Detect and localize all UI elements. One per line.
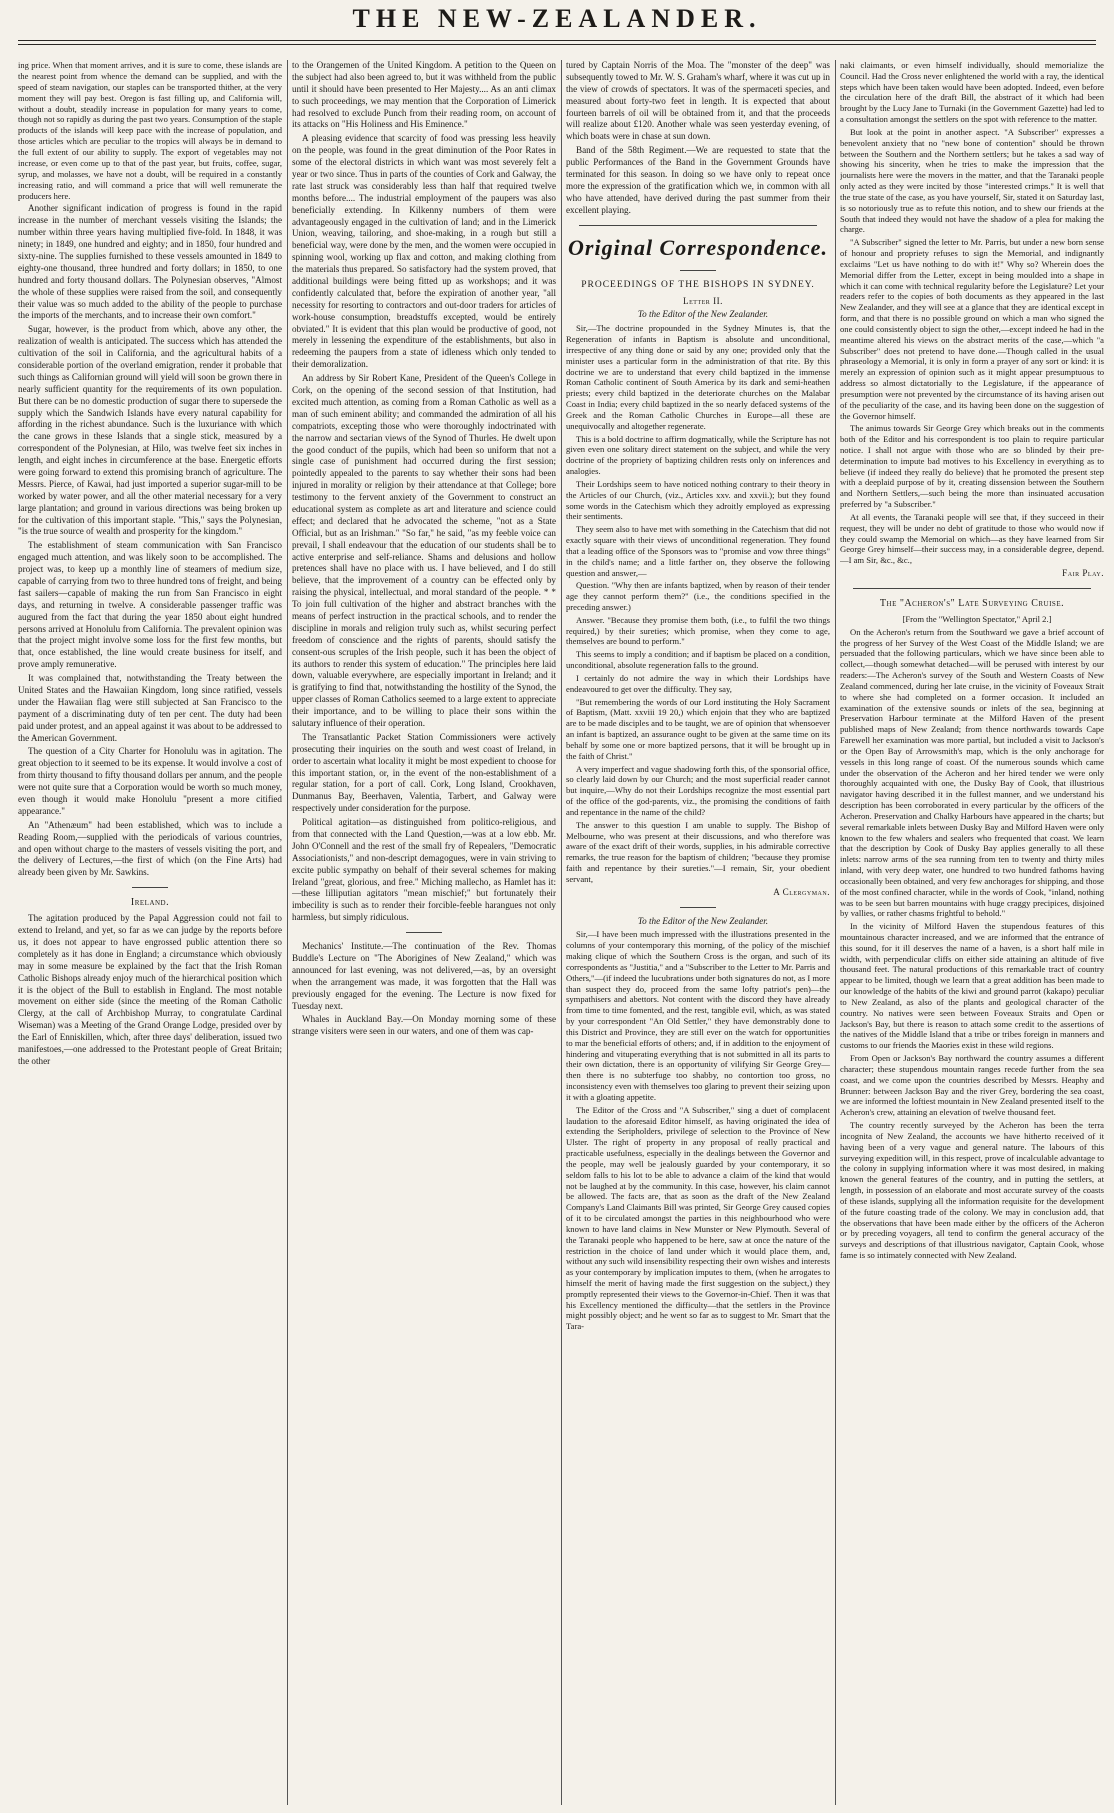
column-2 bbox=[292, 60, 556, 1805]
paragraph: This seems to imply a condition; and if baptism be placed on a condition, unconditional, absolute regeneration falls to the ground. bbox=[566, 649, 830, 671]
masthead-title: THE NEW-ZEALANDER. bbox=[352, 4, 762, 33]
column-3 bbox=[566, 60, 830, 1805]
section-separator bbox=[406, 932, 442, 933]
proceedings-heading: PROCEEDINGS OF THE BISHOPS IN SYDNEY. bbox=[581, 280, 815, 291]
paragraph: Whales in Auckland Bay.—On Monday morning some of these strange visiters were seen in our waters, and one of them was cap- bbox=[292, 1014, 556, 1037]
paragraph: In the vicinity of Milford Haven the stupendous features of this mountainous character increased, and we are informed that the entrance of this sound, for it ill deserves the name of a haven, is a short half mile in width, with perpendicular cliffs on either side attaining an altitude of five thousand feet. The natural productions of this remarkable tract of country appear to be limited, though we learn that a great addition has been made to our knowledge of the habits of the kiwi and ground parrot (kakapo) peculiar to New Zealand, as also of the plants and geological character of the country. No natives were seen between Foveaux Straits and Open or Jackson's Bay, but there is reason to attach some credit to the assertions of the natives of the Middle Island that a tribe or tribes foreign in manners and customs to our friends the Maories exist in these wild regions. bbox=[840, 921, 1104, 1051]
section-separator bbox=[680, 907, 716, 908]
paragraph: But look at the point in another aspect. "A Subscriber" expresses a benevolent anxiety that no "new bone of contention" should be thrown between the Southern and the Northern settlers; but he takes a sad way of showing his sincerity, when he tries to make the impression that the journalists here were the movers in the matter, and that the Taranaki people only acted as they were incited by those "interested crimps." It is well that the true state of the case, as you have yourself, Sir, stated it on Saturday last, is so notoriously true as to refute this notion, and to shew our friends at the South that indeed they would not have the shadow of a plea for making the charge. bbox=[840, 126, 1104, 235]
paragraph: I certainly do not admire the way in which their Lordships have endeavoured to get over the difficulty. They say, bbox=[566, 672, 830, 694]
to-editor-line: To the Editor of the New Zealander. bbox=[637, 309, 769, 320]
paragraph: Band of the 58th Regiment.—We are requested to state that the public Performances of the Band in the Government Grounds have terminated for this season. In doing so we have only to repeat once more the expression of the gratification which we, in common with all who have attended, have derived during the past summer from their excellent playing. bbox=[566, 145, 830, 215]
column-divider bbox=[561, 60, 562, 1805]
paragraph: The country recently surveyed by the Acheron has been the terra incognita of New Zealand, the accounts we have hitherto received of it having been of a very vague and general nature. The labours of this surveying expedition will, in this respect, prove of incalculable advantage to the colony in supplying information where it was most desired, in making known the general features of the country, and in putting the settlers, at length, in possession of an elaborate and most accurate survey of the coasts of these islands, supplying all the information requisite for the development of the future coasting trade of the colony. We may in conclusion add, that the observations that have been made either by the officers of the Acheron or by preceding voyagers, all tend to confirm the general accuracy of the surveys and descriptions of that illustrious navigator, Captain Cook, whose fame is so intimately connected with New Zealand. bbox=[840, 1120, 1104, 1261]
paragraph: An "Athenæum" had been established, which was to include a Reading Room,—supplied with the periodicals of various countries, and open without charge to the masters of vessels visiting the port, and the delivery of Lectures,—the first of which (on the Fine Arts) had already been given by Mr. Sawkins. bbox=[18, 819, 282, 878]
paragraph: It was complained that, notwithstanding the Treaty between the United States and the Hawaiian Kingdom, long since ratified, vessels under the Hawaiian flag were still subjected at San Francisco to the payment of a discriminating duty of ten per cent. The duty had been paid under protest, and an appeal against it was about to be addressed to the American Government. bbox=[18, 673, 282, 743]
column-1 bbox=[18, 60, 282, 1805]
paragraph: Political agitation—as distinguished from politico-religious, and from that connected with the Land Question,—was at a low ebb. Mr. John O'Connell and the rest of the small fry of Repealers, "Democratic Associationists," and non-descript demagogues, were in vain striving to excite public sympathy on behalf of their several schemes for making Ireland "great, glorious, and free." Miching mallecho, as Hamlet has it:—these lilliputian agitators "mean mischief;" but fortunately their imbecility is such as to render their forcible-feeble harangues not only harmless, but simply ridiculous. bbox=[292, 817, 556, 923]
paragraph: tured by Captain Norris of the Moa. The "monster of the deep" was subsequently towed to Mr. W. S. Graham's wharf, where it was cut up in the view of crowds of spectators. It was of the spermaceti species, and measured about forty-two feet in length. It is expected that about fourteen barrels of oil will be obtained from it, and that the proceeds will realize about £120. Another whale was seen yesterday evening, of which boats were in chase at sun down. bbox=[566, 60, 830, 142]
paragraph: At all events, the Taranaki people will see that, if they succeed in their request, they will be under no debt of gratitude to those who would now if they could swamp the Memorial on which—as they have learned from Sir George Grey himself—their success may, in a considerable degree, depend.—I am Sir, &c., &c., bbox=[840, 511, 1104, 566]
section-separator bbox=[132, 887, 168, 888]
paragraph: ing price. When that moment arrives, and it is sure to come, these islands are the nearest point from whence the demand can be supplied, and with the speed of steam navigation, our staples can be transported thither, at the very moment they will pay best. Oregon is fast filling up, and California will, without a doubt, steadily increase in population for many years to come, though not so rapidly as during the past two years. Consumption of the staple products of the islands will keep pace with the increase of population, and those articles which are peculiar to the tropics will always be in demand to the full extent of our ability to supply. The export of vegetables may not increase, or even come up to that of the past year, but fruits, coffee, sugar, syrup, and molasses, we have not a doubt, will be required in a constantly increasing ratio, and will command a price that will well remunerate the producers here. bbox=[18, 60, 282, 201]
paragraph: A pleasing evidence that scarcity of food was pressing less heavily on the people, was found in the great diminution of the Poor Rates in some of the electoral districts in which want was most severely felt a year or two since. Thus in parts of the counties of Cork and Galway, the rate last struck was considerably less than half that required twelve months before.... The industrial employment of the paupers was also beneficially extending. In Kilkenny numbers of them were advantageously engaged in the cultivation of land; and in the Limerick Union, weaving, tailoring, and shoe-making, in a rough but still a beneficial way, were done by the men, and the women were occupied in spinning wool, working up flax and cotton, and making clothing from the materials thus prepared. So satisfactory had the system proved, that additional buildings were being fitted up as workshops; and it was confidently calculated that, before the expiration of another year, "all necessity for resorting to contractors and out-door traders for articles of work-house consumption, breadstuffs excepted, would be entirely obviated." It is evident that this plan would be productive of good, not merely in lessening the expenditure of the establishments, but also in redeeming the paupers from a state of idleness which only tended to their demoralization. bbox=[292, 133, 556, 370]
section-title-correspondence: Original Correspondence. bbox=[568, 234, 828, 260]
paragraph: The establishment of steam communication with San Francisco engaged much attention, and was likely soon to be accomplished. The project was, to keep up a monthly line of steamers of medium size, capable of carrying from two to three hundred tons of freight, and being fast sailers—capable of making the run from San Francisco in eight days, and returning in twelve. A considerable passenger traffic was augured from the fact that during the year 1850 about eight hundred persons arrived at Honolulu from California. The prevalent opinion was that the project might involve some loss for the first few months, but that, once established, the line would create business for itself, and prove amply remunerative. bbox=[18, 540, 282, 670]
paragraph: to the Orangemen of the United Kingdom. A petition to the Queen on the subject had also been agreed to, but it was withheld from the public until it should have been presented to Her Majesty.... As an anti climax to such proceedings, we may mention that the Corporation of Limerick had resolved to exclude Punch from their reading room, on account of its attacks on "His Holiness and His Eminence." bbox=[292, 60, 556, 130]
paragraph: This is a bold doctrine to affirm dogmatically, while the Scripture has not given even one solitary direct statement on the subject, and while the very doctrine of the propriety of baptizing children rests only on inferences and analogies. bbox=[566, 433, 830, 477]
source-line: [From the "Wellington Spectator," April 2.] bbox=[902, 613, 1052, 624]
paragraph: The question of a City Charter for Honolulu was in agitation. The great objection to it seemed to be its expense. It would involve a cost of from thirty thousand to fifty thousand dollars per annum, and the people were not quite sure that a Corporation would be worth so much money, even though it would make Honolulu "present a more citified appearance." bbox=[18, 746, 282, 816]
paragraph: Mechanics' Institute.—The continuation of the Rev. Thomas Buddle's Lecture on "The Aborigines of New Zealand," which was announced for last evening, was not delivered,—as, by an oversight when the arrangement was made, it was forgotten that the Hall was previously engaged for the evening. The Lecture is now fixed for Tuesday next. bbox=[292, 941, 556, 1011]
paragraph: "A Subscriber" signed the letter to Mr. Parris, but under a new born sense of honour and propriety refuses to sign the Memorial, and indignantly exclaims "Let us have nothing to do with it!" Why so? Wherein does the Memorial differ from the Letter, except in being moulded into a shape in which it can come with technical regularity before the Legislature? Let your readers refer to the copies of both documents as they appeared in the last New Zealander, and they will see at a glance that they are identical except in form, and that there is no possible ground on which a man who signed the one could consistently object to sign the other,—except indeed he had in the meantime altered his views on the abstract merits of the case,—which "a Subscriber" does not pretend to have done.—Though called in the usual phraseology a Memorial, it is only in form a prayer of any sort or kind: it is merely an expression of opinion such as it might appear presumptuous to address so almost dictatorially to the Legislature, if the appearance of presumption were not prevented by the circumstance of its having arisen out of the peculiarity of the case, and its having been done on the suggestion of the Governor himself. bbox=[840, 237, 1104, 421]
paragraph: naki claimants, or even himself individually, should memorialize the Council. Had the Cross never enlightened the world with a ray, the identical steps which have been taken would have been adopted. Indeed, even before the circulation here of the draft Bill, the abstract of it which had been brought by the Lucy Jane to Turnaki (in the Government Gazette) had led to a consultation amongst the settlers on the spot with reference to the matter. bbox=[840, 60, 1104, 125]
paragraph: Question. "Why then are infants baptized, when by reason of their tender age they cannot perform them?" (i.e., the conditions specified in the preceding answer.) bbox=[566, 580, 830, 612]
paragraph: The agitation produced by the Papal Aggression could not fail to extend to Ireland, and yet, so far as we can judge by the reports before us, it does not appear to have engrossed public attention there so completely as it has done in England; a circumstance which obviously may in some measure be explained by the fact that the Irish Roman Catholic Bishops already enjoy much of the hierarchical position which it is the object of the Bull to establish in England. The most notable movement on either side (since the meeting of the Roman Catholic Clergy, at the call of Archbishop Murray, to congratulate Cardinal Wiseman) was a Meeting of the Grand Orange Lodge, presided over by the Earl of Enniskillen, which, after three days' deliberation, issued two manifestoes,—one addressed to the Protestant people of Great Britain; the other bbox=[18, 913, 282, 1066]
paragraph: Another significant indication of progress is found in the rapid increase in the number of merchant vessels visiting the Islands; the number within three years having multiplied five-fold. In 1848, it was ninety; in 1849, one hundred and eighty; and in 1850, four hundred and sixty-nine. The supplies furnished to these vessels amounted in 1849 to eighty-one thousand, three hundred and forty dollars; in 1850, to one hundred and forty thousand dollars. The Polynesian observes, "Almost the whole of these supplies were raised from the soil, and consequently their value was so much added to the ability of the people to purchase the imports of the merchants, and to increase their own comfort." bbox=[18, 203, 282, 321]
signature: Fair Play. bbox=[1062, 568, 1104, 579]
signature: A Clergyman. bbox=[773, 886, 830, 897]
paragraph: On the Acheron's return from the Southward we gave a brief account of the progress of her Survey of the West Coast of the Middle Island; we are persuaded that the following particulars, which we have since been able to collect,—though somewhat detached—will be perused with interest by our readers:—The Acheron's survey of the South and Western Coasts of New Zealand commenced, during her late cruise, in the vicinity of Foveaux Strait to where she had completed on a former occasion. It included an examination of the extensive sounds or inlets of the sea, beginning at Preservation Harbour terminate at the Milford Haven of the present published maps of New Zealand; from thence northwards towards Cape Farewell her examination was more partial, but included a visit to Jackson's or the Open Bay of Arrowsmith's map, which is the only anchorage for vessels in this long range of coast. Of the numerous sounds which came under the observation of the Acheron and her hired tender we were only thoroughly acquainted with one, the Dusky Bay of Cook, that illustrious navigator having described it in the fullest manner, and we understand his description has been corroborated in every particular by the officers of the Acheron. Preservation and Chalky Harbours have appeared in the charts; but several remarkable inlets between Dusky Bay and Milford Haven were only known to the few whalers and sealers who frequented that coast. We learn that the description by Cook of Dusky Bay applies generally to all these inlets: narrow arms of the sea running from ten to twenty and thirty miles inland, with very deep water, one hundred to two hundred fathoms having occasionally been obtained, and very few anchorages for shipping, and those of the most confined character, while in the words of Cook, "inland, nothing was to be seen but barren mountains with huge craggy precipices, disjoined by vallies, or rather chasms frightful to behold." bbox=[840, 626, 1104, 919]
section-separator bbox=[853, 588, 1091, 589]
paragraph: Answer. "Because they promise them both, (i.e., to fulfil the two things required,) by their sureties; which promise, when they come to age, themselves are bound to perform." bbox=[566, 614, 830, 647]
section-separator bbox=[579, 225, 817, 226]
paragraph: Sir,—I have been much impressed with the illustrations presented in the columns of your contemporary this morning, of the policy of the mischief making clique of which the Southern Cross is the organ, and such of its correspondents as "Justitia," and a "Subscriber to the Letter to Mr. Parris and Others,"—(if indeed the lucubrations under both signatures do not, as I more than suspect they do, proceed from the same lofty patriot's pen)—the sympathisers and abettors. Not content with the discord they have already from time to time fomented, and the rest, tangible evil, which, as was stated by your correspondent "An Old Settler," they have demonstrably done to this District and Province, they are still ever on the watch for opportunities to mar the beneficial efforts of others; and, if in addition to the enjoyment of hindering and vituperating everything that is not submitted in all its parts to their own dictation, there is an opportunity of vilifying Sir George Grey—then there is no subterfuge too shabby, no contortion too gross, no inconsistency even with themselves too glaring to prevent their seizing upon it with a gloating appetite. bbox=[566, 929, 830, 1102]
paragraph: The answer to this question I am unable to supply. The Bishop of Melbourne, who was present at their discussions, and who therefore was aware of the exact drift of their words, supplies, in his admirable corrective remarks, the true reason for the baptism of children; "because they promise faith and repentance by their sureties."—I remain, Sir, your obedient servant, bbox=[566, 819, 830, 884]
paragraph: They seem also to have met with something in the Catechism that did not exactly square with their views of unconditional regeneration. They found that a leading office of the Sponsors was to "promise and vow three things" in the child's name; and a little farther on, they observe the following question and answer,— bbox=[566, 524, 830, 578]
column-divider bbox=[835, 60, 836, 1805]
paragraph: The Transatlantic Packet Station Commissioners were actively prosecuting their inquiries on the south and west coast of Ireland, in order to ascertain what locality it might be most expedient to choose for this important station, or, in the event of the non-establishment of a regular station, for a port of call. Cork, Long Island, Crookhaven, Dunmanus Bay, Beerhaven, Valentia, Tarbert, and Galway were respectively under consideration for the purpose. bbox=[292, 731, 556, 814]
section-heading-acheron: The "Acheron's" Late Surveying Cruise. bbox=[879, 597, 1065, 609]
section-separator bbox=[680, 270, 716, 271]
paragraph: Their Lordships seem to have noticed nothing contrary to their theory in the Articles of our Church, (viz., Articles xxv. and xxvii.); but they found some words in the Catechism which they adroitly employed as expressing their sentiments. bbox=[566, 478, 830, 522]
column-divider bbox=[287, 60, 288, 1805]
paragraph: "But remembering the words of our Lord instituting the Holy Sacrament of Baptism, (Matt. xxviii 19 20,) which enjoin that they who are baptized are to be made disciples and to be taught, we are of opinion that whensoever an infant is baptized, an assurance ought to be given at the same time on its behalf by some one or more baptized persons, that it will be brought up in the faith of Christ." bbox=[566, 696, 830, 761]
paragraph: A very imperfect and vague shadowing forth this, of the sponsorial office, so clearly laid down by our Church; and the most superficial reader cannot but inquire,—Why do not their Lordships recognize the most essential part of the office of the god-parents, viz., the promising the conditions of faith and repentance in the name of the child? bbox=[566, 763, 830, 817]
masthead-rule-bottom bbox=[18, 44, 1096, 45]
section-heading-ireland: Ireland. bbox=[130, 897, 170, 909]
to-editor-line: To the Editor of the New Zealander. bbox=[637, 915, 769, 926]
paragraph: An address by Sir Robert Kane, President of the Queen's College in Cork, on the opening of the second session of that Institution, had excited much attention, as coming from a Roman Catholic as well as a man of such eminent ability; and commanded the admiration of all his compatriots, excepting those who were thoroughly indoctrinated with the narrow and sectarian views of the Synod of Thurles. He dwelt upon the good conduct of the pupils, which had been so uniform that not a single case of punishment had occurred during the first session; pointedly appealed to the parents to say whether their sons had been injured in morality or religion by their attendance at that College; bore testimony to the fervent anxiety of the Government to construct an educational system as complete as art and literature and science could effect; and declared that he advocated the scheme, "not as a State Official, but as an Irishman." "So far," he said, "as my feeble voice can prevail, I shall endeavour that the education of our students shall be to active enterprise and self-reliance. Shams and delusions and hollow pretences shall have no place with us. I have believed, and I do still believe, that the improvement of a country can be effected only by raising the physical, intellectual, and moral standard of the people. * * To join full cultivation of the higher and abstract branches with the means of perfect instruction in the practical schools, and to render the discipline in morals and religion truly such as, whilst securing perfect freedom of conscience and the rights of parents, should satisfy the consent-ous scruples of the Irish people, such it has been the object of its authors to render this system of education." The principles here laid down, valuable everywhere, are especially important in Ireland; and it is gratifying to find that, notwithstanding the hostility of the Synod, the upper classes of Roman Catholics seemed to a large extent to appreciate their importance, and to be willing to place their sons within the salutary influence of their operation. bbox=[292, 373, 556, 728]
masthead-rule-top bbox=[18, 40, 1096, 41]
paragraph: From Open or Jackson's Bay northward the country assumes a different character; these stupendous mountain ranges recede further from the sea coast, and we come upon the countries described by Messrs. Heaphy and Brunner: between Jackson Bay and the river Grey, bordering the sea coast, we are informed the loftiest mountain in New Zealand presented itself to the Acheron's crew, attaining an elevation of twelve thousand feet. bbox=[840, 1053, 1104, 1118]
paragraph: The animus towards Sir George Grey which breaks out in the comments both of the Editor and his correspondent is too plain to require particular notice. I shall not argue with those who are so blinded by their pre-determination to impute bad motives to his Excellency in everything as to believe (if indeed they really do believe) that he promoted the present step with a deeplaid purpose of by it, creating dissension between the Southern and Northern Settlers,—such being the more than insinuated accusation preferred by "a Subscriber." bbox=[840, 423, 1104, 510]
paragraph: Sugar, however, is the product from which, above any other, the realization of wealth is anticipated. The success which has attended the cultivation of the soil in California, and the agricultural habits of a considerable portion of the overland emigration, render it probable that such things as Californian ground will yield will soon be grown there in nearly sufficient quantity for the requirements of its own population. But there can be no domestic production of sugar there to supersede the supply which the Sandwich Islands have every natural capability for affording in the richest abundance. Such is the luxuriance with which the cane grows in these Islands that a single stick, measured by a correspondent of the Polynesian, at Hilo, was twelve feet six inches in length, and eight inches in circumference at the base. Energetic efforts were going forward to extend this promising branch of agriculture. The Messrs. Pierce, of Kawai, had just imported a superior sugar-mill to be worked by water power, and all the other material necessary for a very large plantation; and ground in various directions was being broken up for the cultivation of this important staple. "This," says the Polynesian, "is the true source of wealth and prosperity for the kingdom." bbox=[18, 324, 282, 537]
paragraph: The Editor of the Cross and "A Subscriber," sing a duet of complacent laudation to the aforesaid Editor himself, as having originated the idea of extending the Seripholders, privilege of selection to the Province of New Ulster. The right of property in any proposal of really practical and practicable usefulness, especially in the dealings between the Governor and the people, may well be jealously guarded by your contemporary, it so seldom falls to his lot to be able to advance a claim of the kind that would not be laughed at by the community. In this case, however, his claim cannot be allowed. The facts are, that as soon as the draft of the New Zealand Company's Land Claimants Bill was printed, Sir George Grey caused copies of it to be circulated amongst the parties in this neighbourhood who were known to have land claims in New Munster or New Plymouth. Several of the Taranaki people who happened to be here, saw at once the nature of the restriction in the choice of land under which it would place them, and, without any such wild insensibility respecting their own wishes and interests as your contemporary by implication imputes to them, (when he arrogates to himself the merit of having made the first suggestion on the subject,) they promptly represented their views to the Governor-in-Chief. Then it was that his Excellency mentioned the difficulty—that the settlers in the Province might possibly object; and he went so far as to suggest to Mr. Smart that the Tara- bbox=[566, 1104, 830, 1332]
column-4 bbox=[840, 60, 1104, 1805]
letter-label: Letter II. bbox=[683, 295, 723, 306]
paragraph: Sir,—The doctrine propounded in the Sydney Minutes is, that the Regeneration of infants in Baptism is absolute and unconditional, irrespective of any thing done or said by any one; provided only that the minister uses a particular form in the administration of that rite. By this doctrine we are to understand that every child baptized in the immense Roman Catholic continent of South America by its dark and semi-heathen priests; every child baptized in the deteriorate churches on the Malabar Coast in India; every child baptized in the so nearly defaced systems of the Greek and the Roman Catholic Churches in Europe—all these are unequivocally and altogether regenerate. bbox=[566, 323, 830, 431]
